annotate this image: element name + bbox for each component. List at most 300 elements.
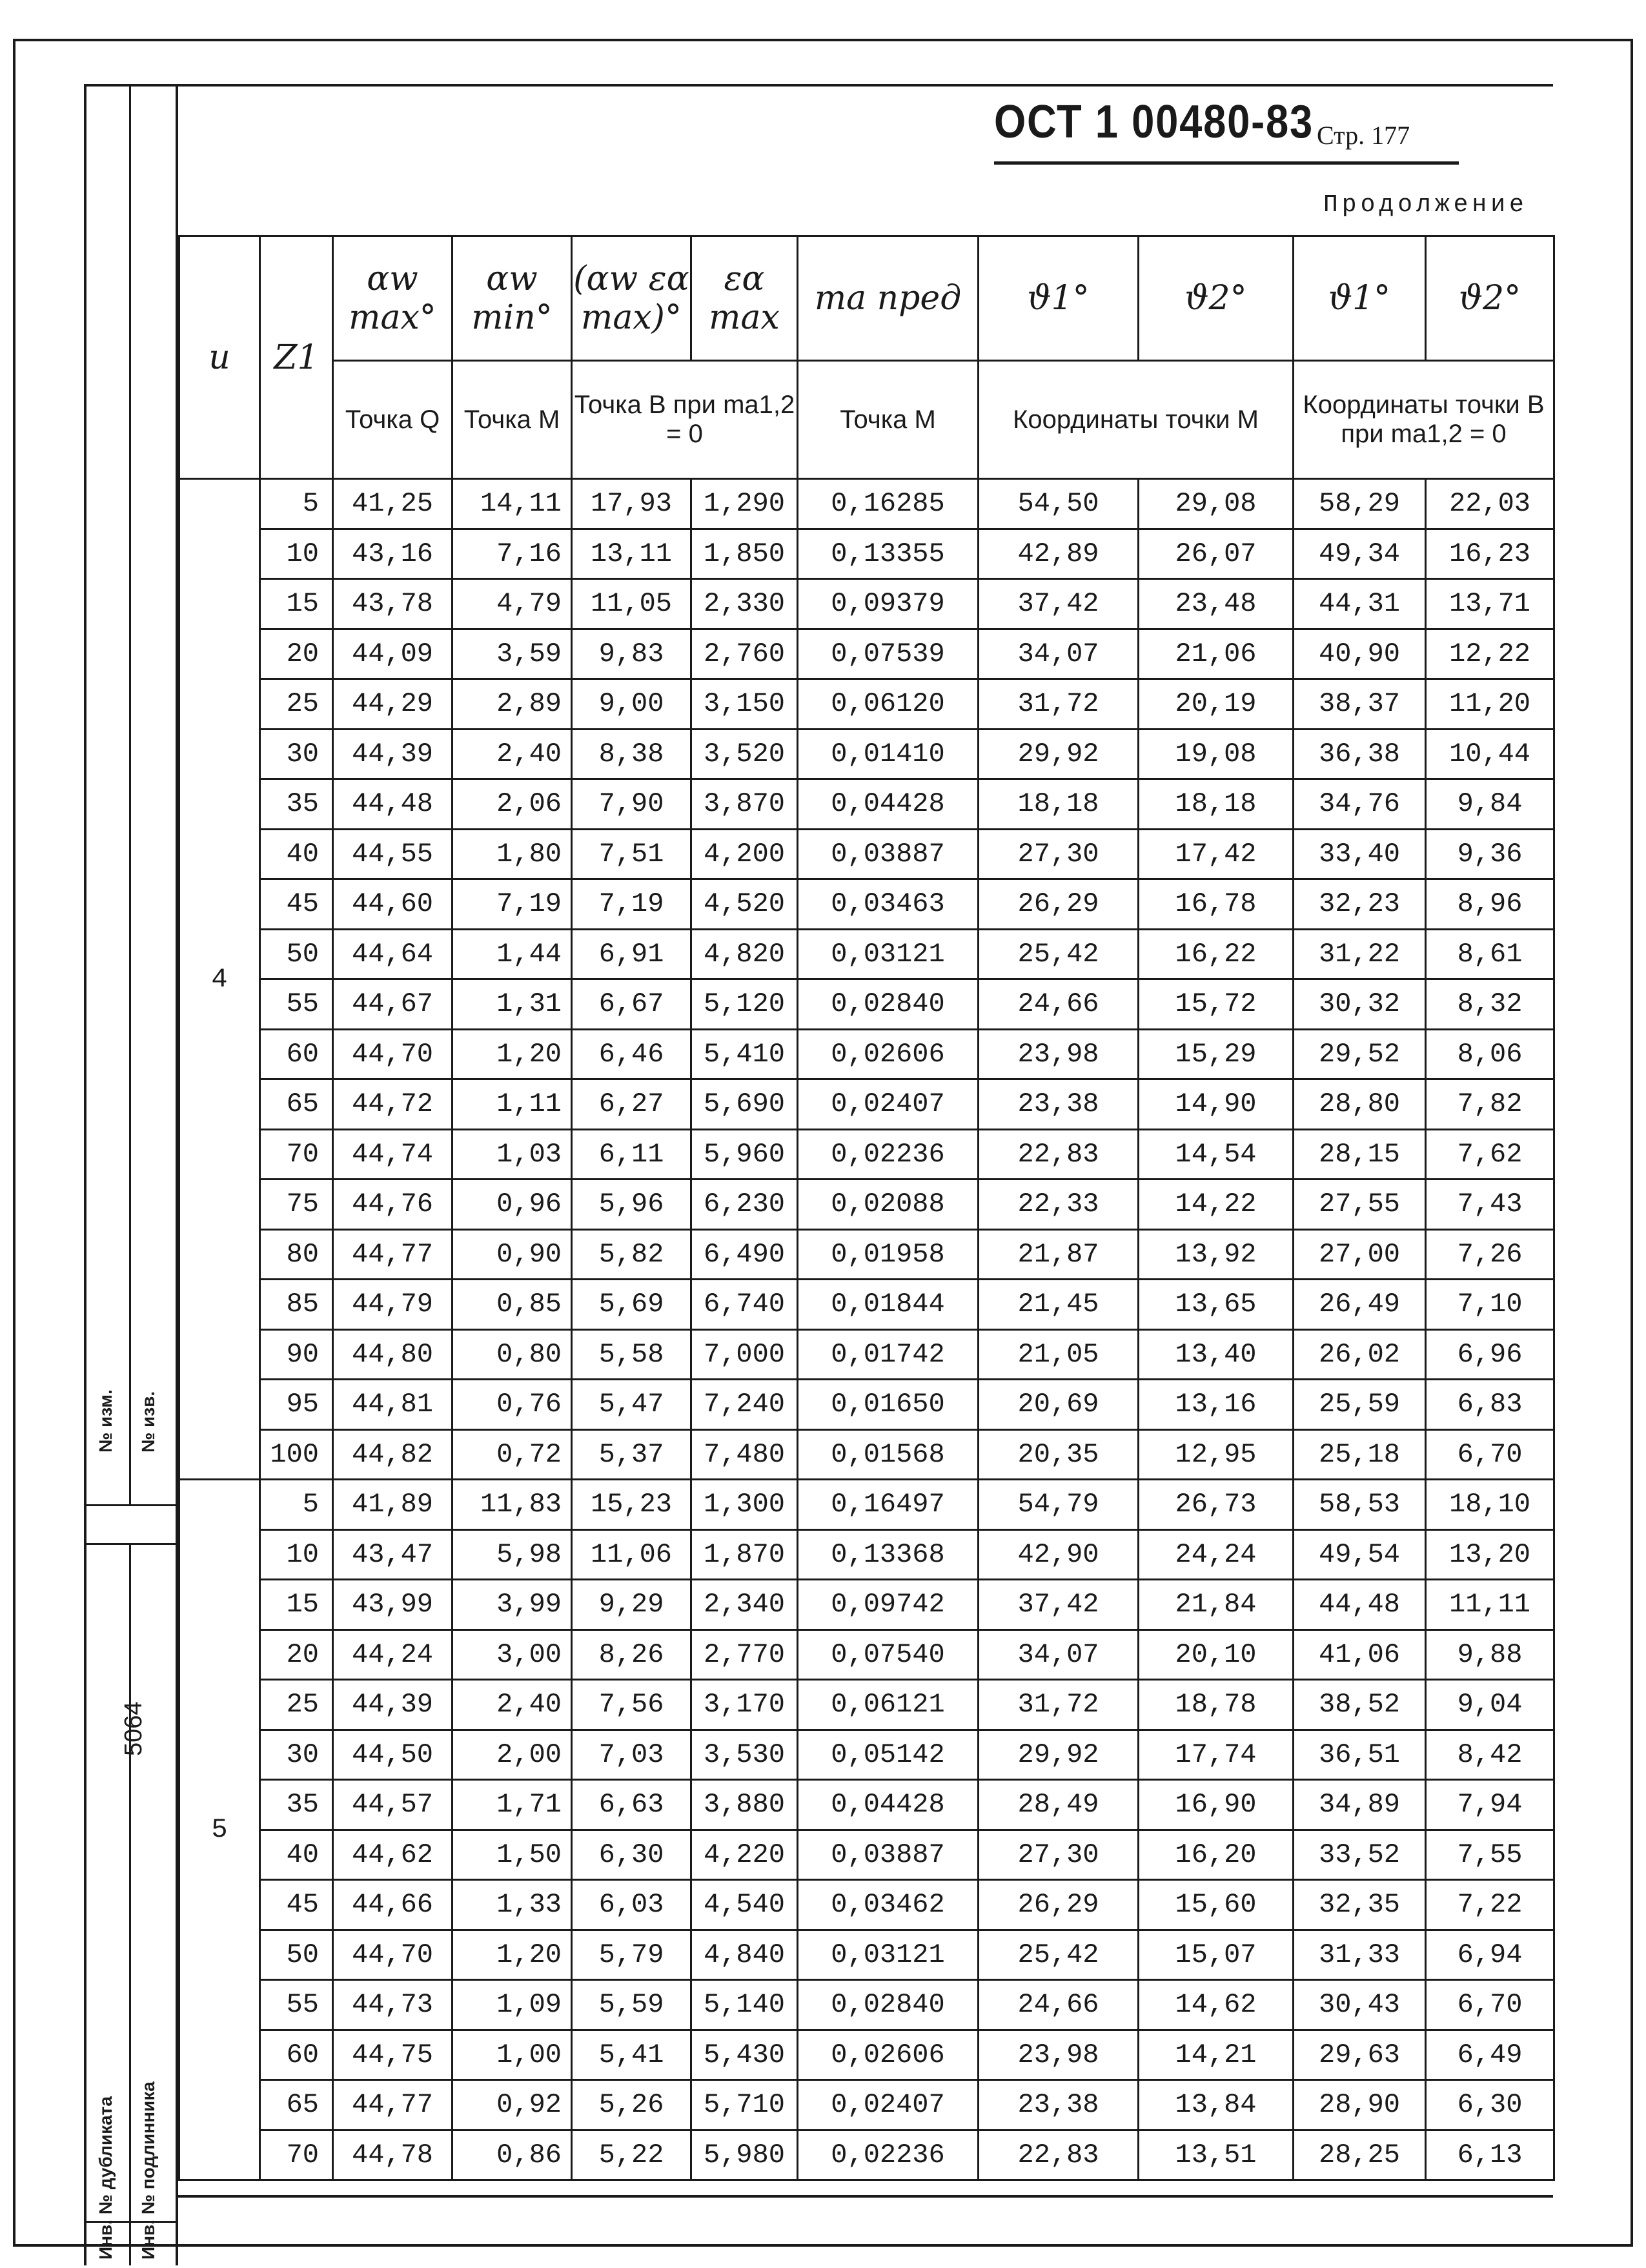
table-row	[179, 579, 1554, 629]
value-cell: 0,96	[452, 1180, 572, 1230]
value-cell: 49,34	[1294, 529, 1426, 579]
value-cell: 9,88	[1426, 1629, 1554, 1680]
value-cell: 0,90	[452, 1229, 572, 1280]
value-cell: 7,19	[572, 879, 691, 930]
z1-cell: 85	[260, 1280, 333, 1330]
value-cell: 5,98	[452, 1529, 572, 1580]
table-row	[179, 1730, 1554, 1780]
z1-cell: 35	[260, 779, 333, 830]
value-cell: 0,03462	[798, 1880, 979, 1930]
value-cell: 6,13	[1426, 2130, 1554, 2180]
value-cell: 22,03	[1426, 479, 1554, 529]
value-cell: 3,99	[452, 1580, 572, 1630]
value-cell: 22,33	[979, 1180, 1139, 1230]
value-cell: 25,42	[979, 929, 1139, 979]
table-row	[179, 2080, 1554, 2130]
value-cell: 1,00	[452, 2030, 572, 2080]
value-cell: 44,72	[333, 1079, 452, 1130]
value-cell: 15,60	[1139, 1880, 1294, 1930]
value-cell: 8,96	[1426, 879, 1554, 930]
value-cell: 12,22	[1426, 629, 1554, 679]
value-cell: 26,29	[979, 879, 1139, 930]
value-cell: 7,240	[691, 1380, 798, 1430]
value-cell: 44,75	[333, 2030, 452, 2080]
value-cell: 2,770	[691, 1629, 798, 1680]
sidebar-podl: Инв. № подлинника	[138, 2081, 158, 2260]
value-cell: 44,67	[333, 979, 452, 1030]
value-cell: 18,10	[1426, 1480, 1554, 1530]
value-cell: 17,93	[572, 479, 691, 529]
header-symbols-row	[179, 236, 1554, 361]
value-cell: 0,03121	[798, 929, 979, 979]
value-cell: 34,07	[979, 629, 1139, 679]
value-cell: 15,23	[572, 1480, 691, 1530]
table-row	[179, 1930, 1554, 1980]
value-cell: 18,18	[979, 779, 1139, 830]
z1-cell: 55	[260, 1980, 333, 2030]
value-cell: 1,20	[452, 1930, 572, 1980]
value-cell: 2,760	[691, 629, 798, 679]
value-cell: 8,42	[1426, 1730, 1554, 1780]
value-cell: 15,07	[1139, 1930, 1294, 1980]
value-cell: 1,80	[452, 829, 572, 879]
z1-cell: 75	[260, 1180, 333, 1230]
value-cell: 44,39	[333, 1680, 452, 1730]
table-row	[179, 1629, 1554, 1680]
value-cell: 34,76	[1294, 779, 1426, 830]
value-cell: 44,82	[333, 1429, 452, 1480]
value-cell: 27,30	[979, 829, 1139, 879]
table-row	[179, 1380, 1554, 1430]
value-cell: 38,37	[1294, 679, 1426, 730]
value-cell: 8,26	[572, 1629, 691, 1680]
side-strip-line	[129, 1543, 131, 2265]
z1-cell: 5	[260, 479, 333, 529]
value-cell: 31,33	[1294, 1930, 1426, 1980]
value-cell: 5,710	[691, 2080, 798, 2130]
value-cell: 5,41	[572, 2030, 691, 2080]
value-cell: 11,20	[1426, 679, 1554, 730]
z1-cell: 70	[260, 1129, 333, 1180]
value-cell: 21,84	[1139, 1580, 1294, 1630]
value-cell: 26,07	[1139, 529, 1294, 579]
value-cell: 1,44	[452, 929, 572, 979]
value-cell: 6,91	[572, 929, 691, 979]
value-cell: 0,16285	[798, 479, 979, 529]
value-cell: 13,40	[1139, 1329, 1294, 1380]
value-cell: 5,120	[691, 979, 798, 1030]
value-cell: 25,18	[1294, 1429, 1426, 1480]
value-cell: 22,83	[979, 2130, 1139, 2180]
value-cell: 6,63	[572, 1780, 691, 1830]
header-top-line	[178, 84, 1553, 87]
value-cell: 29,92	[979, 1730, 1139, 1780]
value-cell: 20,69	[979, 1380, 1139, 1430]
z1-cell: 60	[260, 2030, 333, 2080]
value-cell: 4,520	[691, 879, 798, 930]
value-cell: 1,850	[691, 529, 798, 579]
value-cell: 31,72	[979, 679, 1139, 730]
value-cell: 13,20	[1426, 1529, 1554, 1580]
value-cell: 28,25	[1294, 2130, 1426, 2180]
value-cell: 21,87	[979, 1229, 1139, 1280]
value-cell: 8,61	[1426, 929, 1554, 979]
value-cell: 15,72	[1139, 979, 1294, 1030]
value-cell: 32,35	[1294, 1880, 1426, 1930]
value-cell: 6,11	[572, 1129, 691, 1180]
value-cell: 28,90	[1294, 2080, 1426, 2130]
table-row	[179, 1980, 1554, 2030]
value-cell: 25,59	[1294, 1380, 1426, 1430]
value-cell: 7,16	[452, 529, 572, 579]
value-cell: 7,480	[691, 1429, 798, 1480]
value-cell: 44,77	[333, 2080, 452, 2130]
value-cell: 3,59	[452, 629, 572, 679]
z1-cell: 25	[260, 679, 333, 730]
table-row	[179, 1079, 1554, 1130]
value-cell: 11,11	[1426, 1580, 1554, 1630]
value-cell: 44,31	[1294, 579, 1426, 629]
value-cell: 44,73	[333, 1980, 452, 2030]
value-cell: 7,82	[1426, 1079, 1554, 1130]
value-cell: 44,48	[1294, 1580, 1426, 1630]
value-cell: 0,01742	[798, 1329, 979, 1380]
value-cell: 0,01568	[798, 1429, 979, 1480]
value-cell: 44,62	[333, 1830, 452, 1880]
value-cell: 13,65	[1139, 1280, 1294, 1330]
u-value-cell: 4	[179, 479, 260, 1480]
value-cell: 0,02840	[798, 1980, 979, 2030]
page-number: Стр. 177	[1317, 121, 1410, 150]
value-cell: 3,870	[691, 779, 798, 830]
value-cell: 1,09	[452, 1980, 572, 2030]
value-cell: 23,38	[979, 1079, 1139, 1130]
value-cell: 8,06	[1426, 1029, 1554, 1079]
value-cell: 30,43	[1294, 1980, 1426, 2030]
value-cell: 1,300	[691, 1480, 798, 1530]
value-cell: 0,02407	[798, 1079, 979, 1130]
value-cell: 44,24	[333, 1629, 452, 1680]
sidebar-izm: № изм.	[96, 1389, 116, 1453]
header-labels-row	[179, 361, 1554, 479]
document-code: ОСТ 1 00480-83	[994, 96, 1314, 148]
value-cell: 2,89	[452, 679, 572, 730]
z1-cell: 10	[260, 1529, 333, 1580]
value-cell: 44,57	[333, 1780, 452, 1830]
value-cell: 14,90	[1139, 1079, 1294, 1130]
value-cell: 44,70	[333, 1930, 452, 1980]
value-cell: 44,55	[333, 829, 452, 879]
value-cell: 16,20	[1139, 1830, 1294, 1880]
z1-cell: 30	[260, 1730, 333, 1780]
value-cell: 13,71	[1426, 579, 1554, 629]
value-cell: 7,55	[1426, 1830, 1554, 1880]
value-cell: 7,56	[572, 1680, 691, 1730]
value-cell: 5,47	[572, 1380, 691, 1430]
value-cell: 44,39	[333, 729, 452, 779]
col-ma-pred-header: ma пред	[798, 236, 979, 361]
value-cell: 43,16	[333, 529, 452, 579]
value-cell: 0,07539	[798, 629, 979, 679]
value-cell: 44,64	[333, 929, 452, 979]
value-cell: 42,90	[979, 1529, 1139, 1580]
value-cell: 0,13368	[798, 1529, 979, 1580]
value-cell: 31,72	[979, 1680, 1139, 1730]
col-ma-pred-label: Точка M	[798, 361, 979, 479]
value-cell: 5,79	[572, 1930, 691, 1980]
value-cell: 0,01650	[798, 1380, 979, 1430]
col-eps-max-header: εα max	[691, 236, 798, 361]
value-cell: 9,84	[1426, 779, 1554, 830]
table-row	[179, 1329, 1554, 1380]
table-row	[179, 879, 1554, 930]
col-u-header: u	[179, 236, 260, 479]
side-strip-line	[84, 1504, 178, 1506]
value-cell: 0,07540	[798, 1629, 979, 1680]
value-cell: 20,19	[1139, 679, 1294, 730]
value-cell: 54,79	[979, 1480, 1139, 1530]
value-cell: 0,02236	[798, 1129, 979, 1180]
value-cell: 16,78	[1139, 879, 1294, 930]
value-cell: 6,96	[1426, 1329, 1554, 1380]
value-cell: 11,05	[572, 579, 691, 629]
value-cell: 44,60	[333, 879, 452, 930]
value-cell: 24,66	[979, 1980, 1139, 2030]
value-cell: 5,22	[572, 2130, 691, 2180]
value-cell: 44,77	[333, 1229, 452, 1280]
table-row	[179, 479, 1554, 529]
value-cell: 37,42	[979, 579, 1139, 629]
value-cell: 2,00	[452, 1730, 572, 1780]
value-cell: 3,150	[691, 679, 798, 730]
value-cell: 33,40	[1294, 829, 1426, 879]
col-theta1-m-header: ϑ1°	[979, 236, 1139, 361]
value-cell: 3,00	[452, 1629, 572, 1680]
value-cell: 44,70	[333, 1029, 452, 1079]
value-cell: 5,980	[691, 2130, 798, 2180]
value-cell: 2,06	[452, 779, 572, 830]
value-cell: 9,36	[1426, 829, 1554, 879]
value-cell: 5,410	[691, 1029, 798, 1079]
side-strip-line	[84, 1543, 178, 1545]
z1-cell: 20	[260, 629, 333, 679]
value-cell: 5,58	[572, 1329, 691, 1380]
value-cell: 58,53	[1294, 1480, 1426, 1530]
side-strip-line	[84, 84, 178, 87]
value-cell: 29,92	[979, 729, 1139, 779]
value-cell: 9,00	[572, 679, 691, 730]
z1-cell: 15	[260, 1580, 333, 1630]
value-cell: 6,46	[572, 1029, 691, 1079]
value-cell: 28,15	[1294, 1129, 1426, 1180]
value-cell: 16,22	[1139, 929, 1294, 979]
value-cell: 20,35	[979, 1429, 1139, 1480]
table-row	[179, 1830, 1554, 1880]
value-cell: 1,31	[452, 979, 572, 1030]
value-cell: 30,32	[1294, 979, 1426, 1030]
value-cell: 13,92	[1139, 1229, 1294, 1280]
value-cell: 1,870	[691, 1529, 798, 1580]
value-cell: 0,92	[452, 2080, 572, 2130]
value-cell: 0,01958	[798, 1229, 979, 1280]
value-cell: 41,25	[333, 479, 452, 529]
value-cell: 7,62	[1426, 1129, 1554, 1180]
value-cell: 16,90	[1139, 1780, 1294, 1830]
value-cell: 0,02606	[798, 2030, 979, 2080]
value-cell: 2,330	[691, 579, 798, 629]
value-cell: 14,54	[1139, 1129, 1294, 1180]
z1-cell: 65	[260, 2080, 333, 2130]
value-cell: 2,40	[452, 729, 572, 779]
value-cell: 0,04428	[798, 1780, 979, 1830]
value-cell: 1,03	[452, 1129, 572, 1180]
side-strip-line	[84, 84, 86, 2265]
value-cell: 17,42	[1139, 829, 1294, 879]
table-row	[179, 1480, 1554, 1530]
value-cell: 0,05142	[798, 1730, 979, 1780]
value-cell: 27,55	[1294, 1180, 1426, 1230]
value-cell: 21,05	[979, 1329, 1139, 1380]
value-cell: 43,78	[333, 579, 452, 629]
value-cell: 21,06	[1139, 629, 1294, 679]
value-cell: 26,73	[1139, 1480, 1294, 1530]
value-cell: 0,76	[452, 1380, 572, 1430]
value-cell: 0,03887	[798, 1830, 979, 1880]
table-row	[179, 1780, 1554, 1830]
z1-cell: 55	[260, 979, 333, 1030]
value-cell: 6,67	[572, 979, 691, 1030]
table-row	[179, 979, 1554, 1030]
value-cell: 32,23	[1294, 879, 1426, 930]
value-cell: 24,66	[979, 979, 1139, 1030]
value-cell: 0,03887	[798, 829, 979, 879]
value-cell: 18,78	[1139, 1680, 1294, 1730]
value-cell: 0,13355	[798, 529, 979, 579]
z1-cell: 40	[260, 829, 333, 879]
value-cell: 37,42	[979, 1580, 1139, 1630]
table-row	[179, 629, 1554, 679]
value-cell: 44,09	[333, 629, 452, 679]
value-cell: 29,63	[1294, 2030, 1426, 2080]
z1-cell: 50	[260, 1930, 333, 1980]
value-cell: 7,03	[572, 1730, 691, 1780]
u-value-cell: 5	[179, 1480, 260, 2180]
value-cell: 21,45	[979, 1280, 1139, 1330]
value-cell: 42,89	[979, 529, 1139, 579]
value-cell: 4,540	[691, 1880, 798, 1930]
table-row	[179, 1529, 1554, 1580]
value-cell: 7,43	[1426, 1180, 1554, 1230]
value-cell: 19,08	[1139, 729, 1294, 779]
value-cell: 4,200	[691, 829, 798, 879]
value-cell: 0,02407	[798, 2080, 979, 2130]
table-row	[179, 1880, 1554, 1930]
value-cell: 5,96	[572, 1180, 691, 1230]
value-cell: 13,16	[1139, 1380, 1294, 1430]
value-cell: 41,89	[333, 1480, 452, 1530]
value-cell: 49,54	[1294, 1529, 1426, 1580]
value-cell: 4,79	[452, 579, 572, 629]
header-underline	[994, 161, 1459, 165]
value-cell: 1,11	[452, 1079, 572, 1130]
col-z1-header: Z1	[260, 236, 333, 479]
value-cell: 43,99	[333, 1580, 452, 1630]
value-cell: 6,30	[1426, 2080, 1554, 2130]
value-cell: 5,82	[572, 1229, 691, 1280]
value-cell: 9,83	[572, 629, 691, 679]
value-cell: 44,80	[333, 1329, 452, 1380]
value-cell: 17,74	[1139, 1730, 1294, 1780]
value-cell: 3,530	[691, 1730, 798, 1780]
value-cell: 6,70	[1426, 1980, 1554, 2030]
table-row	[179, 1029, 1554, 1079]
value-cell: 16,23	[1426, 529, 1554, 579]
col-alpha-min-label: Точка M	[452, 361, 572, 479]
z1-cell: 80	[260, 1229, 333, 1280]
z1-cell: 45	[260, 879, 333, 930]
value-cell: 54,50	[979, 479, 1139, 529]
value-cell: 11,83	[452, 1480, 572, 1530]
value-cell: 1,290	[691, 479, 798, 529]
z1-cell: 35	[260, 1780, 333, 1830]
value-cell: 15,29	[1139, 1029, 1294, 1079]
value-cell: 9,29	[572, 1580, 691, 1630]
value-cell: 44,48	[333, 779, 452, 830]
value-cell: 36,38	[1294, 729, 1426, 779]
table-row	[179, 929, 1554, 979]
table-row	[179, 2130, 1554, 2180]
value-cell: 24,24	[1139, 1529, 1294, 1580]
value-cell: 0,02088	[798, 1180, 979, 1230]
value-cell: 44,74	[333, 1129, 452, 1180]
z1-cell: 100	[260, 1429, 333, 1480]
value-cell: 5,26	[572, 2080, 691, 2130]
col-point-b-label: Точка B при ma1,2 = 0	[572, 361, 798, 479]
value-cell: 26,02	[1294, 1329, 1426, 1380]
value-cell: 0,80	[452, 1329, 572, 1380]
value-cell: 0,09742	[798, 1580, 979, 1630]
value-cell: 0,02840	[798, 979, 979, 1030]
table-row	[179, 2030, 1554, 2080]
value-cell: 5,960	[691, 1129, 798, 1180]
col-theta1-b-header: ϑ1°	[1294, 236, 1426, 361]
value-cell: 13,84	[1139, 2080, 1294, 2130]
col-coord-m-label: Координаты точки M	[979, 361, 1294, 479]
table-row	[179, 1229, 1554, 1280]
value-cell: 14,21	[1139, 2030, 1294, 2080]
value-cell: 7,90	[572, 779, 691, 830]
value-cell: 34,07	[979, 1629, 1139, 1680]
value-cell: 9,04	[1426, 1680, 1554, 1730]
value-cell: 5,140	[691, 1980, 798, 2030]
sidebar-izv: № изв.	[138, 1391, 158, 1453]
value-cell: 23,98	[979, 2030, 1139, 2080]
sidebar-dubl: Инв. № дубликата	[96, 2096, 116, 2260]
table-row	[179, 1280, 1554, 1330]
value-cell: 0,06121	[798, 1680, 979, 1730]
value-cell: 8,38	[572, 729, 691, 779]
value-cell: 0,02236	[798, 2130, 979, 2180]
z1-cell: 65	[260, 1079, 333, 1130]
value-cell: 41,06	[1294, 1629, 1426, 1680]
value-cell: 0,86	[452, 2130, 572, 2180]
value-cell: 7,000	[691, 1329, 798, 1380]
value-cell: 3,880	[691, 1780, 798, 1830]
value-cell: 34,89	[1294, 1780, 1426, 1830]
value-cell: 28,49	[979, 1780, 1139, 1830]
value-cell: 0,03121	[798, 1930, 979, 1980]
table-row	[179, 1129, 1554, 1180]
